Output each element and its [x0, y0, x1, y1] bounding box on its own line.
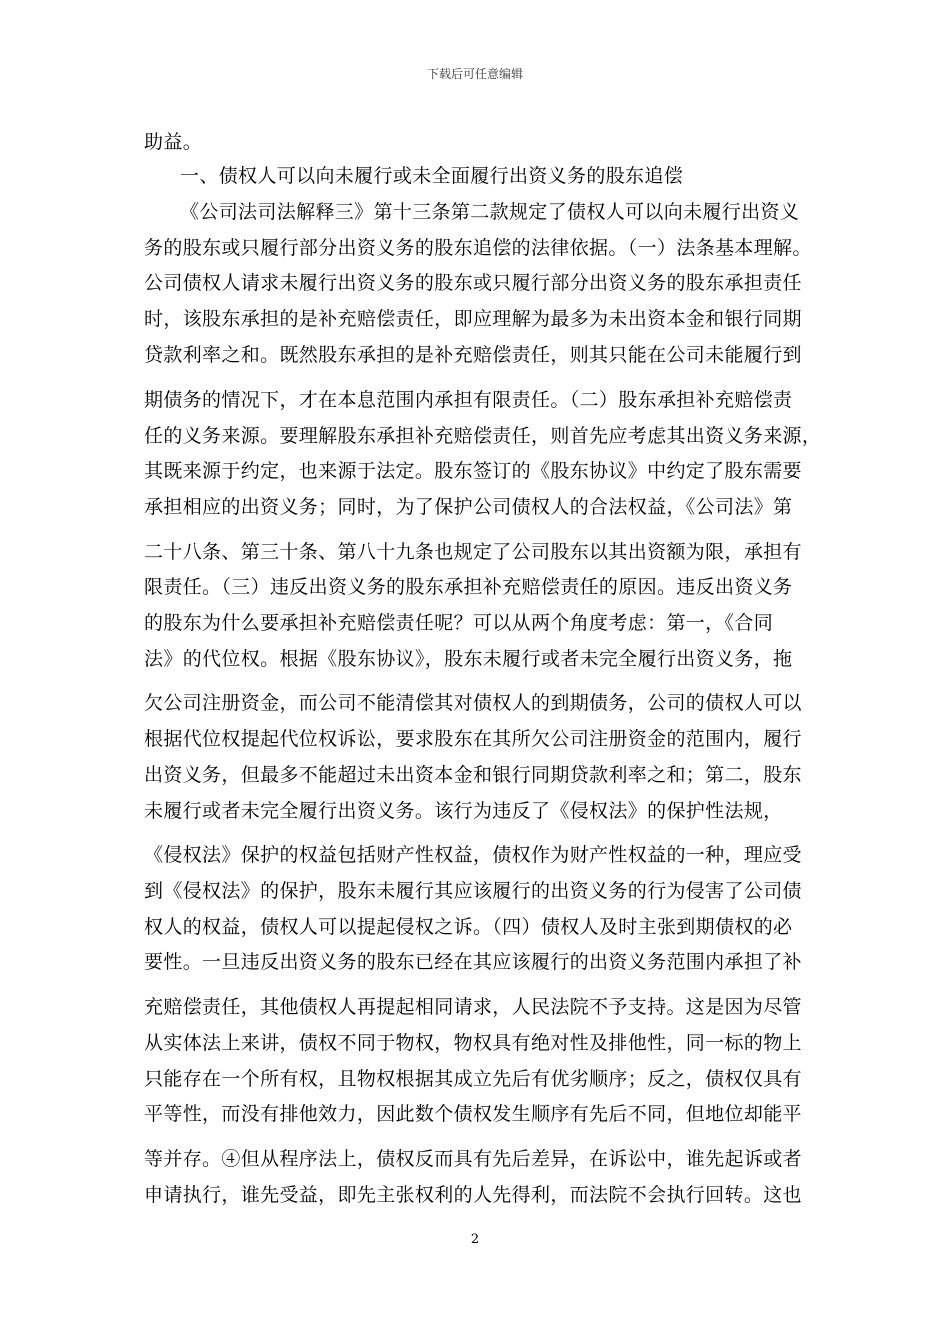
body-line: 二十八条、第三十条、第八十九条也规定了公司股东以其出资额为限，承担有 — [144, 541, 802, 563]
body-line: 法》的代位权。根据《股东协议》，股东未履行或者未完全履行出资义务，拖 — [144, 648, 793, 670]
body-line: 到《侵权法》的保护，股东未履行其应该履行的出资义务的行为侵害了公司债 — [144, 880, 802, 902]
body-line: 贷款利率之和。既然股东承担的是补充赔偿责任，则其只能在公司未能履行到 — [144, 344, 802, 366]
body-line: 未履行或者未完全履行出资义务。该行为违反了《侵权法》的保护性法规， — [144, 800, 783, 822]
body-line: 欠公司注册资金，而公司不能清偿其对债权人的到期债务，公司的债权人可以 — [144, 692, 802, 714]
body-line: 根据代位权提起代位权诉讼，要求股东在其所欠公司注册资金的范围内，履行 — [144, 728, 802, 750]
body-line: 期债务的情况下，才在本息范围内承担有限责任。（二）股东承担补充赔偿责 — [144, 389, 793, 411]
body-line: 申请执行，谁先受益，即先主张权利的人先得利，而法院不会执行回转。这也 — [144, 1184, 802, 1206]
body-line: 《侵权法》保护的权益包括财产性权益，债权作为财产性权益的一种，理应受 — [144, 844, 802, 866]
body-line: 任的义务来源。要理解股东承担补充赔偿责任，则首先应考虑其出资义务来源， — [144, 425, 822, 447]
body-line: 务的股东或只履行部分出资义务的股东追偿的法律依据。（一）法条基本理解。 — [144, 237, 812, 259]
body-line: 其既来源于约定，也来源于法定。股东签订的《股东协议》中约定了股东需要 — [144, 460, 802, 482]
body-line: 从实体法上来讲，债权不同于物权，物权具有绝对性及排他性，同一标的物上 — [144, 1032, 802, 1054]
body-line: 承担相应的出资义务；同时，为了保护公司债权人的合法权益，《公司法》第 — [144, 496, 793, 518]
body-line: 《公司法司法解释三》第十三条第二款规定了债权人可以向未履行出资义 — [180, 201, 800, 223]
body-line: 助益。 — [144, 131, 203, 153]
body-line: 时，该股东承担的是补充赔偿责任，即应理解为最多为未出资本金和银行同期 — [144, 308, 802, 330]
page-number: 2 — [470, 1232, 480, 1247]
body-line: 平等性，而没有排他效力，因此数个债权发生顺序有先后不同，但地位却能平 — [144, 1103, 802, 1125]
section-heading: 一、债权人可以向未履行或未全面履行出资义务的股东追偿 — [180, 165, 684, 187]
body-line: 限责任。（三）违反出资义务的股东承担补充赔偿责任的原因。违反出资义务 — [144, 576, 793, 598]
body-line: 出资义务，但最多不能超过未出资本金和银行同期贷款利率之和；第二，股东 — [144, 764, 802, 786]
body-line: 权人的权益，债权人可以提起侵权之诉。（四）债权人及时主张到期债权的必 — [144, 916, 793, 938]
body-line: 的股东为什么要承担补充赔偿责任呢？可以从两个角度考虑：第一，《合同 — [144, 612, 774, 634]
body-line: 充赔偿责任，其他债权人再提起相同请求，人民法院不予支持。这是因为尽管 — [144, 996, 802, 1018]
body-line: 公司债权人请求未履行出资义务的股东或只履行部分出资义务的股东承担责任 — [144, 272, 802, 294]
page-header: 下载后可任意编辑 — [426, 67, 523, 81]
body-line: 等并存。④但从程序法上，债权反而具有先后差异，在诉讼中，谁先起诉或者 — [144, 1148, 802, 1170]
body-line: 只能存在一个所有权，且物权根据其成立先后有优劣顺序；反之，债权仅具有 — [144, 1068, 802, 1090]
body-line: 要性。一旦违反出资义务的股东已经在其应该履行的出资义务范围内承担了补 — [144, 951, 802, 973]
